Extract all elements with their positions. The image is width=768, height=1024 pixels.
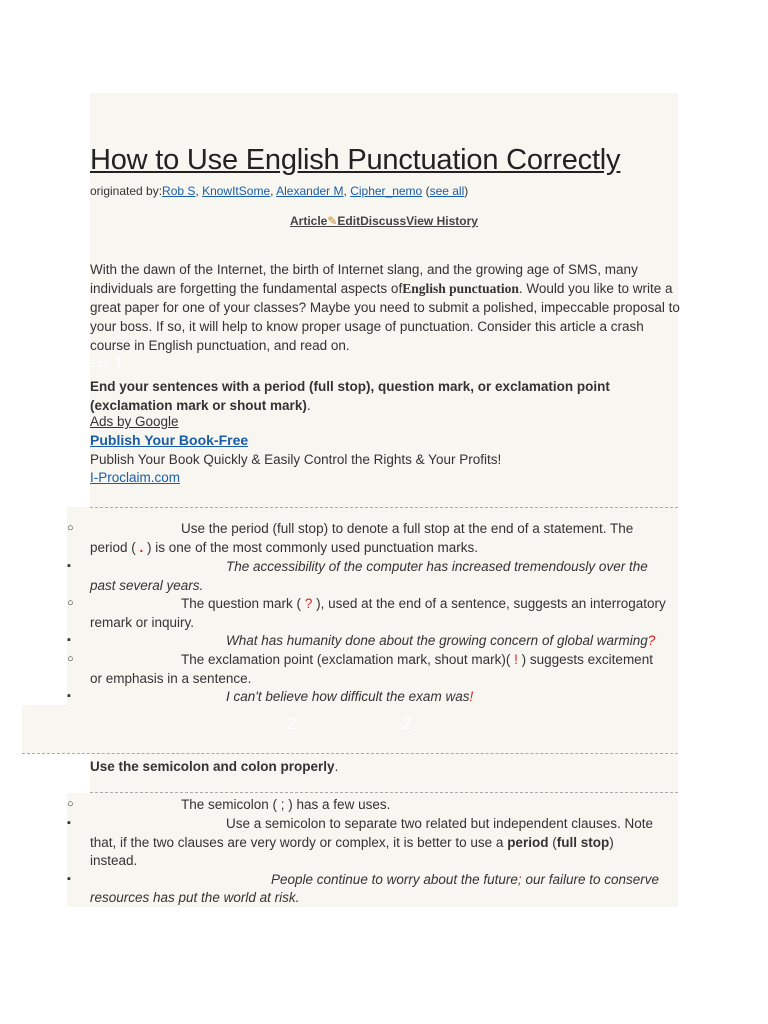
example-4-mark: ; [517, 872, 522, 887]
example-1-line-a: The accessibility of the computer has increased tremendously over the [226, 559, 648, 574]
intro-paragraph [90, 260, 680, 355]
ads-by-google[interactable]: Ads by Google [90, 414, 179, 429]
page-title[interactable]: How to Use English Punctuation Correctly [90, 144, 621, 176]
intro-bold: English punctuation [402, 281, 519, 296]
step-2-heading-end: . [334, 759, 339, 774]
step-1-edit[interactable]: Edit [90, 358, 109, 370]
semicolon-use-line-c: instead. [90, 853, 138, 868]
step-2-number-a: 2. [287, 714, 302, 733]
semicolon-use-line-b [90, 833, 614, 852]
step-2-heading [90, 757, 338, 776]
divider-2 [22, 753, 678, 754]
divider-1 [90, 507, 678, 508]
ad-description: Publish Your Book Quickly & Easily Control the Rights & Your Profits! [90, 452, 502, 467]
semicolon-use-mid: ( [548, 835, 557, 850]
full-stop-bold: full stop [556, 835, 610, 850]
example-4-line-a [271, 870, 659, 889]
exclamation-line-a [181, 650, 653, 669]
example-2-mark: ? [647, 633, 656, 648]
question-line-a [181, 594, 666, 613]
tab-view-history[interactable]: View History [406, 214, 478, 228]
example-3-line [226, 687, 473, 706]
question-mark: ? [304, 596, 313, 611]
example-3-text: I can't believe how difficult the exam was [226, 689, 470, 704]
example-2-text: What has humanity done about the growing concern of global warming [226, 633, 648, 648]
question-line-b: remark or inquiry. [90, 615, 195, 630]
intro-text-a: With the dawn of the Internet, the birth of Internet slang, and the growing age of SMS, many individuals are forgetting the fundamental aspects of [90, 262, 638, 296]
tab-edit[interactable]: Edit [337, 214, 361, 228]
semicolon-use-text: that, if the two clauses are very wordy or complex, it is better to use a [90, 835, 508, 850]
period-mark: . [139, 540, 144, 555]
see-all-link[interactable]: see all [429, 184, 465, 198]
example-4-text-1: People continue to worry about the future [271, 872, 518, 887]
step-1-heading-end: . [306, 398, 311, 413]
ad-title-link[interactable]: Publish Your Book-Free [90, 432, 249, 448]
article-tabs [290, 214, 478, 228]
example-2-line [226, 631, 655, 650]
bullet-circle-1: ○ [67, 522, 74, 534]
step2-panel [22, 705, 678, 753]
bullet-square-5: ▪ [67, 873, 71, 885]
bullet-square-1: ▪ [67, 560, 71, 572]
period-text-2: ) is one of the most commonly used punctuation marks. [143, 540, 478, 555]
author-link-2[interactable]: KnowItSome [202, 184, 271, 198]
step-1-num: 1 [113, 352, 124, 371]
period-text-1: period ( [90, 540, 140, 555]
period-line-a: Use the period (full stop) to denote a full stop at the end of a statement. The [181, 521, 634, 536]
semicolon-line: The semicolon ( ; ) has a few uses. [181, 797, 391, 812]
divider-3 [90, 792, 678, 793]
tab-discuss[interactable]: Discuss [360, 214, 407, 228]
exclamation-line-b: or emphasis in a sentence. [90, 671, 252, 686]
question-text-1: The question mark ( [181, 596, 305, 611]
example-4-line-b: resources has put the world at risk. [90, 890, 300, 905]
example-1-line-b: past several years. [90, 578, 204, 593]
author-link-4[interactable]: Cipher_nemo [350, 184, 423, 198]
intro-text-b: . Would you like to write a great paper for one of your classes? Maybe you need to submit a polished, impeccable proposal to your boss. If so, it will help to know proper usage of punctuation. Consider this article a crash course in English punctuation, and read on. [90, 281, 680, 353]
example-4-text-2: our failure to conserve [521, 872, 660, 887]
exclamation-text-1: The exclamation point (exclamation mark, shout mark)( [181, 652, 515, 667]
byline-prefix: originated by: [90, 184, 163, 198]
step-2-number-b: 2 [402, 714, 412, 733]
ad-url-link[interactable]: I-Proclaim.com [90, 470, 181, 485]
question-text-2: ), used at the end of a sentence, suggests an interrogatory [312, 596, 666, 611]
exclamation-text-2: ) suggests excitement [517, 652, 653, 667]
pencil-icon: ✎ [327, 214, 338, 228]
step-1-heading-text: End your sentences with a period (full stop), question mark, or exclamation point (exclamation mark or shout mark) [90, 379, 610, 413]
bullet-square-2: ▪ [67, 634, 71, 646]
example-3-mark: ! [469, 689, 474, 704]
bullet-square-3: ▪ [67, 690, 71, 702]
semicolon-use-line-a: Use a semicolon to separate two related but independent clauses. Note [226, 816, 654, 831]
period-bold: period [507, 835, 549, 850]
author-link-3[interactable]: Alexander M [276, 184, 344, 198]
byline: originated by:Rob S, KnowItSome, Alexander M, Cipher_nemo (see all) [90, 184, 469, 198]
step-1-heading [90, 377, 680, 415]
step-1-number [90, 352, 123, 372]
step-2-heading-text: Use the semicolon and colon properly [90, 759, 335, 774]
bullet-circle-4: ○ [67, 798, 74, 810]
author-link-1[interactable]: Rob S [162, 184, 196, 198]
bullet-circle-3: ○ [67, 653, 74, 665]
period-line-b [90, 538, 478, 557]
tab-article[interactable]: Article [290, 214, 328, 228]
bullet-square-4: ▪ [67, 817, 71, 829]
semicolon-use-end: ) [609, 835, 614, 850]
exclamation-mark: ! [514, 652, 518, 667]
bullet-circle-2: ○ [67, 597, 74, 609]
